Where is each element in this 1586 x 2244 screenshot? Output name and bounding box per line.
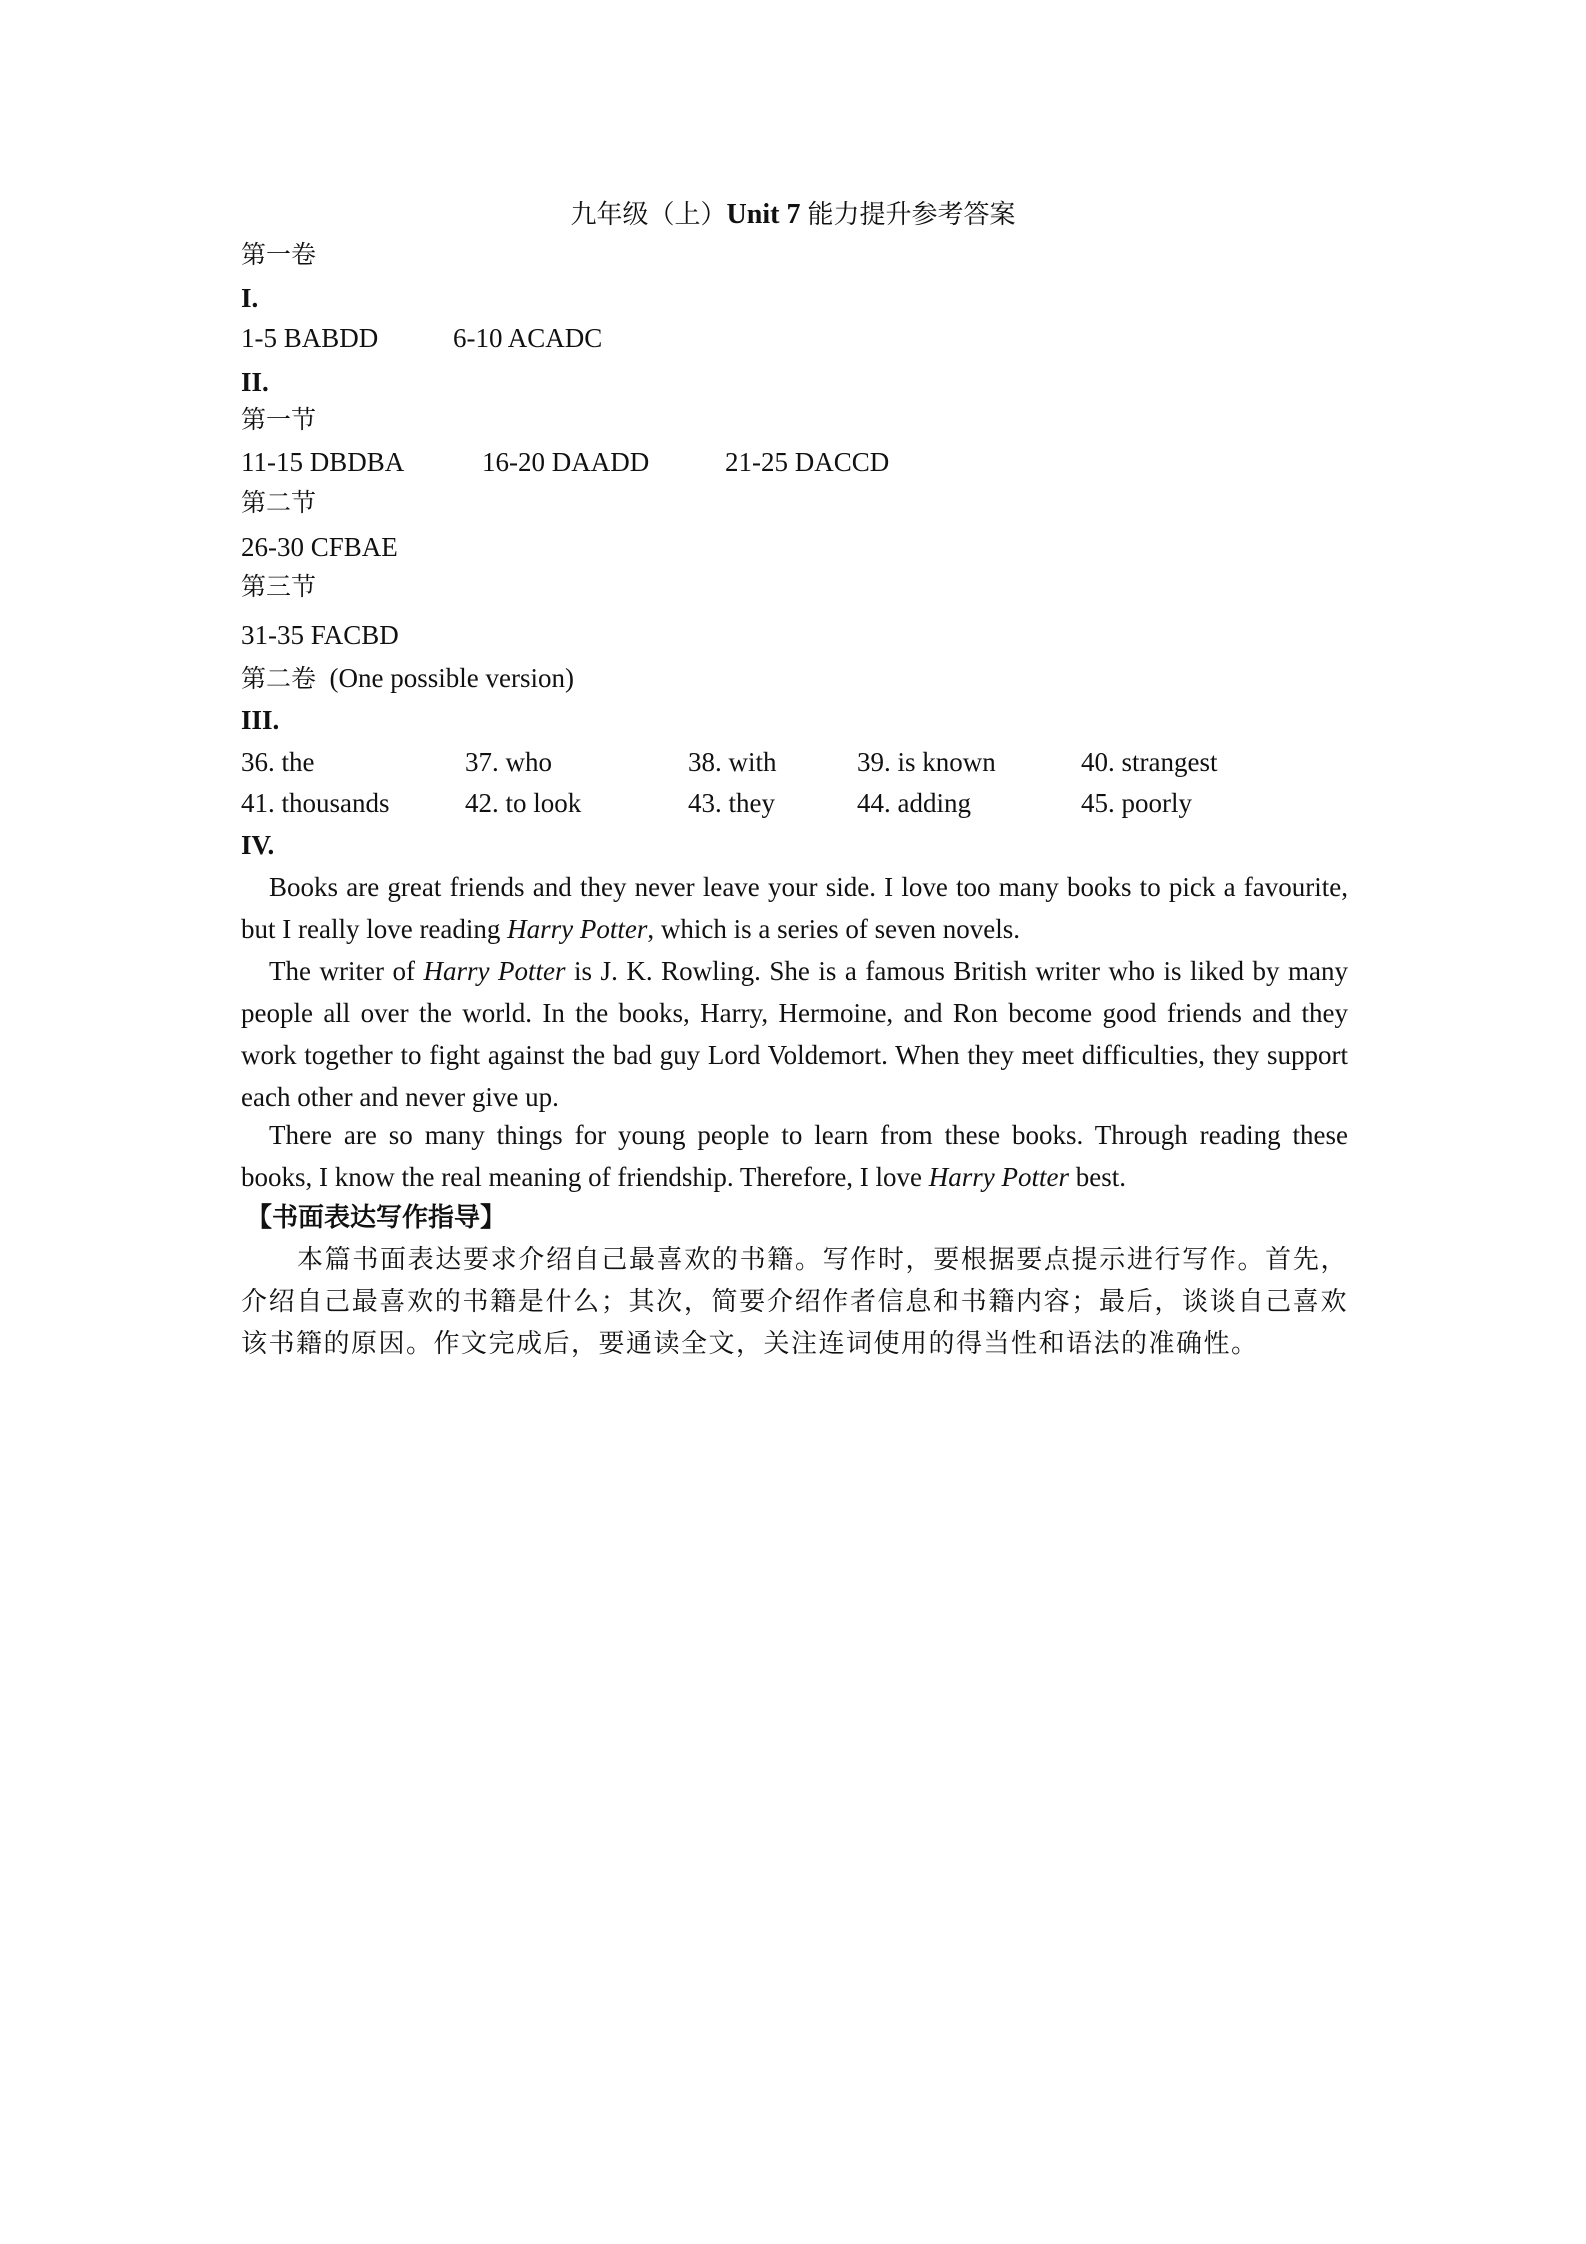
section4-label: IV. (241, 830, 275, 860)
essay-text: best. (1069, 1162, 1127, 1192)
section3-row1 (241, 741, 1348, 783)
essay-text: Books are great friends and they never leave your side. I love too many books to pick a favourite, but I really love reading (241, 872, 1348, 944)
sub2-heading: 第二节 (241, 488, 317, 517)
part2-heading: 第二卷 (241, 664, 317, 693)
section3-label: III. (241, 705, 280, 735)
essay-paragraph-3 (241, 1114, 1348, 1198)
section2-label: II. (241, 367, 269, 397)
answer-group: 1-5 BABDD (241, 323, 379, 353)
section3-row2 (241, 782, 1348, 824)
blank-answer: 38. with (688, 747, 777, 777)
book-title: Harry Potter (507, 914, 648, 944)
essay-paragraph-2 (241, 950, 1348, 1118)
sub3-answers: 31-35 FACBD (241, 620, 399, 650)
page-title (0, 194, 1586, 236)
blank-answer: 39. is known (857, 747, 996, 777)
section1-answers (241, 317, 1348, 359)
writing-guide-text: 本篇书面表达要求介绍自己最喜欢的书籍。写作时，要根据要点提示进行写作。首先，介绍自己最喜欢的书籍是什么；其次，简要介绍作者信息和书籍内容；最后，谈谈自己喜欢该书籍的原因。作文完成后，要通读全文，关注连词使用的得当性和语法的准确性。 (241, 1245, 1348, 1359)
blank-answer: 44. adding (857, 788, 971, 818)
title-unit: Unit 7 (726, 199, 801, 230)
answer-group: 16-20 DAADD (482, 447, 650, 477)
book-title: Harry Potter (928, 1162, 1070, 1192)
part2-note: (One possible version) (329, 663, 574, 693)
title-rest: 能力提升参考答案 (807, 200, 1016, 230)
sub2-answers: 26-30 CFBAE (241, 532, 398, 562)
blank-answer: 42. to look (465, 788, 582, 818)
writing-guide-heading: 【书面表达写作指导】 (246, 1203, 507, 1233)
blank-answer: 41. thousands (241, 788, 390, 818)
sub1-answers (241, 441, 1348, 483)
sub1-heading: 第一节 (241, 405, 317, 434)
essay-text: , which is a series of seven novels. (647, 914, 1021, 944)
blank-answer: 36. the (241, 747, 315, 777)
part2-heading-line (241, 657, 574, 700)
title-grade: 九年级（上） (570, 200, 727, 230)
essay-paragraph-1 (241, 866, 1348, 950)
essay-text: is J. K. Rowling. She is a famous British writer who is liked by many people all over the world. In the books, Harry, Hermoine, and Ron become good friends and they work together to fight against the bad guy Lord Voldemort. When they meet difficulties, they support each other and never give up. (241, 956, 1349, 1112)
sub3-heading: 第三节 (241, 572, 317, 601)
essay-text: There are so many things for young people to learn from these books. Through reading these books, I know the real meaning of friendship. Therefore, I love (241, 1120, 1348, 1192)
answer-group: 11-15 DBDBA (241, 447, 405, 477)
blank-answer: 37. who (465, 747, 552, 777)
section1-label: I. (241, 283, 259, 313)
answer-group: 6-10 ACADC (453, 323, 603, 353)
part1-heading: 第一卷 (241, 240, 317, 269)
answer-group: 21-25 DACCD (725, 447, 890, 477)
book-title: Harry Potter (423, 956, 566, 986)
blank-answer: 40. strangest (1081, 747, 1218, 777)
blank-answer: 45. poorly (1081, 788, 1192, 818)
essay-text: The writer of (269, 956, 424, 986)
blank-answer: 43. they (688, 788, 775, 818)
